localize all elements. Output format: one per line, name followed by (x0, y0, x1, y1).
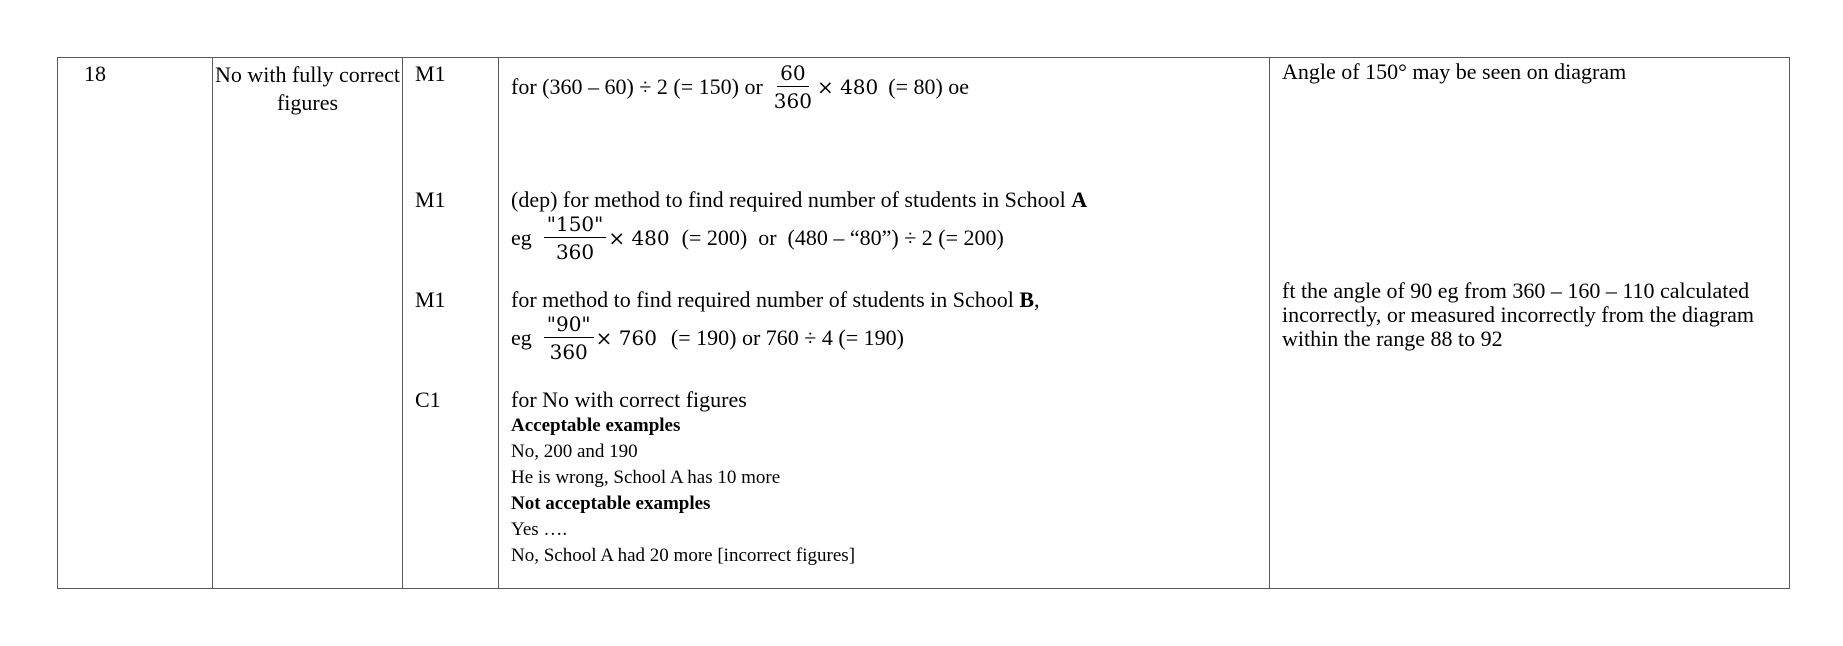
method-m1-second-text: (dep) for method to find required number of students in School (511, 187, 1072, 212)
method-cell (499, 58, 1270, 589)
method-c1 (511, 387, 1261, 569)
times-760: × 760 (595, 326, 657, 350)
fraction-denominator: 360 (549, 339, 588, 364)
answer-cell (213, 58, 403, 589)
method-m1-third-line1 (511, 287, 1040, 313)
times-480: × 480 (816, 75, 879, 99)
fraction-numerator: 60 (777, 60, 808, 87)
mark-m1-first: M1 (415, 61, 446, 86)
not-acceptable-example-2: No, School A had 20 more [incorrect figures] (511, 545, 856, 566)
eg-label: eg (511, 225, 532, 250)
method-m1-second (511, 187, 1261, 266)
fraction-numerator: "150" (544, 211, 607, 238)
method-m1-second-suffix: (= 200) or (480 – “80”) ÷ 2 (= 200) (681, 225, 1004, 250)
eg-label: eg (511, 325, 532, 350)
method-m1-third (511, 287, 1261, 366)
note-angle-150: Angle of 150° may be seen on diagram (1282, 59, 1627, 84)
mark-cell (403, 58, 499, 589)
acceptable-example-2: He is wrong, School A has 10 more (511, 467, 781, 488)
method-m1-third-comma: , (1034, 287, 1040, 312)
method-m1-second-line1 (511, 187, 1087, 213)
method-m1-first (511, 58, 1261, 116)
times-480: × 480 (608, 226, 670, 250)
fraction-numerator: "90" (544, 311, 594, 338)
fraction-denominator: 360 (773, 88, 812, 113)
mark-m1-third: M1 (415, 287, 446, 312)
fraction-denominator: 360 (555, 239, 595, 264)
not-acceptable-example-1: Yes …. (511, 519, 568, 540)
mark-c1: C1 (415, 387, 441, 412)
method-m1-third-text: for method to find required number of students in School (511, 287, 1020, 312)
acceptable-examples-heading: Acceptable examples (511, 415, 681, 436)
method-m1-third-suffix: (= 190) or 760 ÷ 4 (= 190) (670, 325, 904, 350)
not-acceptable-examples-heading: Not acceptable examples (511, 493, 711, 514)
notes-cell (1270, 58, 1790, 589)
acceptable-example-1: No, 200 and 190 (511, 441, 638, 462)
method-c1-line1: for No with correct figures (511, 387, 747, 412)
answer-text: No with fully correct figures (214, 62, 401, 115)
question-number: 18 (84, 61, 106, 86)
question-cell (58, 58, 213, 589)
school-b-label: B (1019, 287, 1035, 312)
fraction-150-over-360 (544, 211, 607, 266)
fraction-90-over-360 (544, 311, 594, 366)
school-a-label: A (1071, 187, 1088, 212)
note-ft-angle-90: ft the angle of 90 eg from 360 – 160 – 110 calculated incorrectly, or measured incorrectly from the diagram within the range 88 to 92 (1282, 278, 1754, 351)
table-row (58, 58, 1790, 589)
method-m1-first-prefix: for (360 – 60) ÷ 2 (= 150) or (511, 74, 763, 99)
fraction-60-over-360 (771, 60, 815, 115)
method-m1-first-suffix: (= 80) oe (888, 74, 970, 99)
mark-m1-second: M1 (415, 187, 446, 212)
mark-scheme-table (57, 57, 1790, 589)
